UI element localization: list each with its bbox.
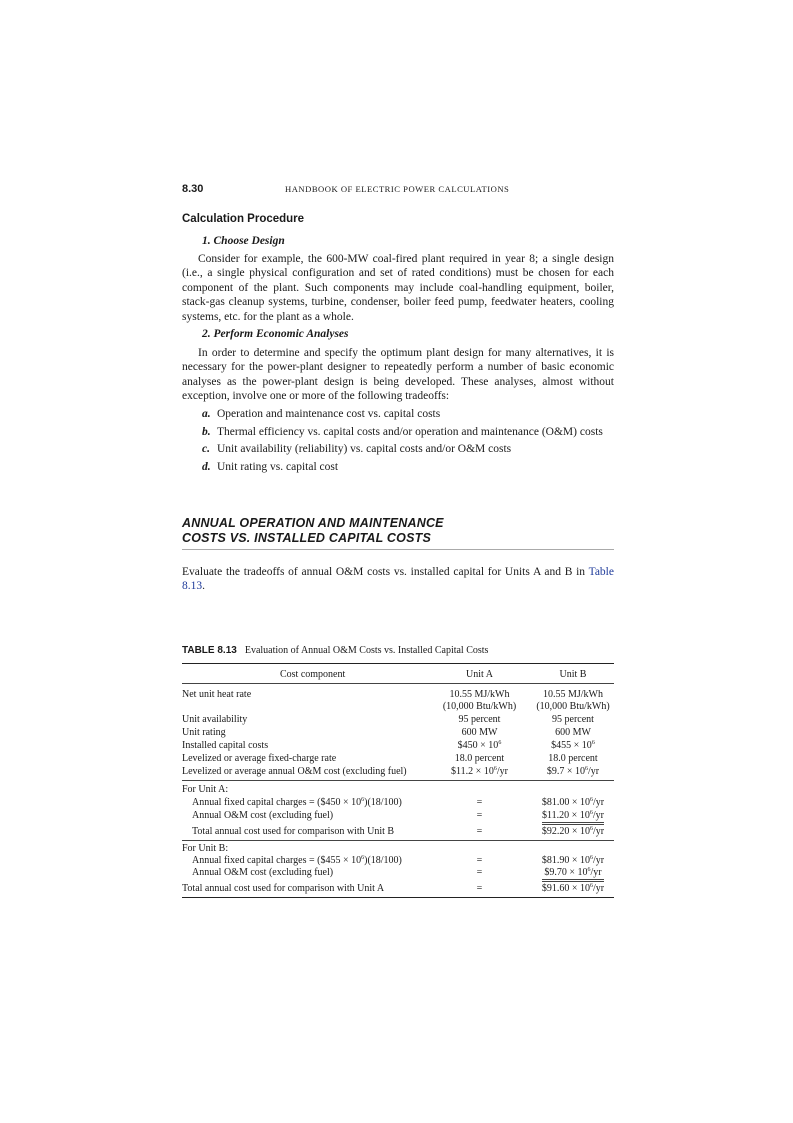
unit-a-total-eq: = [476,826,483,837]
exponent: 6 [590,826,594,832]
unit-a-om-label: Annual O&M cost (excluding fuel) [192,810,334,821]
rule-unit-a [182,780,614,781]
tradeoff-letter: b. [202,426,211,438]
unit-text: /yr [590,867,602,878]
table-bottom-rule [182,897,614,898]
label-text: )(18/100) [364,855,402,866]
step1-heading: 1. Choose Design [202,235,285,247]
tradeoff-text: Thermal efficiency vs. capital costs and/or operation and maintenance (O&M) costs [217,426,603,438]
value-text: $11.2 × 10 [451,766,494,777]
unit-text: /yr [593,855,605,866]
exponent: 6 [587,867,591,873]
unit-b-om-eq: = [476,867,483,878]
unit-b-om-value [532,867,614,879]
exponent: 6 [498,740,502,746]
unit-b-fixed-value [532,855,614,867]
row-heat-rate-a1: 10.55 MJ/kWh [449,689,510,700]
unit-b-fixed-label [192,855,402,867]
exponent: 6 [361,855,365,861]
value-text: $9.70 × 10 [544,867,588,878]
rule-unit-b [182,840,614,841]
unit-a-fixed-label [192,797,402,809]
step1-text: Consider for example, the 600-MW coal-fired plant required in year 8; a single design (i.e., a single physical configuration and set of rated conditions) must be chosen for each component of the plant. Such components may include coal-handling equipment, boiler, stack-gas cleanup systems, turbine, condenser, boiler feed pump, feedwater heaters, cooling systems, etc. for the plant as a whole. [182,253,614,323]
value-text: $81.90 × 10 [541,855,591,866]
unit-text: /yr [593,883,605,894]
tradeoff-letter: c. [202,443,210,455]
step2-text: In order to determine and specify the optimum plant design for many alternatives, it is necessary for the power-plant designer to repeatedly perform a number of basic economic analyses as the power-plant design is being developed. These analyses, almost without exception, involve one or more of the following tradeoffs: [182,347,614,403]
tradeoff-a [202,408,440,420]
row-capital-b [532,740,614,752]
row-rating-b: 600 MW [555,727,591,738]
unit-a-total-value [532,822,614,838]
row-fcr-b: 18.0 percent [548,753,598,764]
value-text: $81.00 × 10 [541,797,591,808]
value-text: $455 × 10 [551,740,592,751]
unit-b-om-label: Annual O&M cost (excluding fuel) [192,867,334,878]
unit-a-om-value [532,810,614,822]
value-text: $9.7 × 10 [546,766,586,777]
intro-paragraph [182,565,614,594]
row-om-a [437,766,522,778]
row-heat-rate-a2: (10,000 Btu/kWh) [442,701,517,712]
tradeoff-text: Unit availability (reliability) vs. capital costs and/or O&M costs [217,443,512,455]
label-text: Annual fixed capital charges = ($455 × 10 [192,855,362,866]
exponent: 6 [590,797,594,803]
unit-text: /yr [593,826,605,837]
step1-paragraph [182,252,614,324]
row-heat-rate-label: Net unit heat rate [182,689,252,700]
major-heading [182,516,614,550]
table-link[interactable]: Table 8.13 [182,566,614,593]
row-fcr-label: Levelized or average fixed-charge rate [182,753,337,764]
unit-text: /yr [592,810,604,821]
row-om-b [532,766,614,778]
row-rating-label: Unit rating [182,727,226,738]
col-header-component: Cost component [280,669,346,680]
unit-a-fixed-eq: = [476,797,483,808]
row-rating-a: 600 MW [461,727,498,738]
unit-a-total-label: Total annual cost used for comparison with Unit B [192,826,395,837]
intro-text: Evaluate the tradeoffs of annual O&M costs vs. installed capital for Units A and B in [182,566,589,578]
step2-paragraph [182,346,614,404]
row-capital-label: Installed capital costs [182,740,269,751]
tradeoff-d [202,461,338,473]
unit-b-total-value [532,879,614,895]
page-number: 8.30 [182,183,204,195]
value-text: $92.20 × 10 [541,826,591,837]
tradeoff-letter: a. [202,408,211,420]
book-title: HANDBOOK OF ELECTRIC POWER CALCULATIONS [285,184,510,194]
unit-a-om-eq: = [476,810,483,821]
exponent: 6 [361,797,365,803]
exponent: 6 [591,740,595,746]
total-figure [542,879,604,895]
exponent: 6 [590,883,594,889]
unit-text: /yr [496,766,508,777]
exponent: 6 [589,810,593,816]
row-om-label: Levelized or average annual O&M cost (excluding fuel) [182,766,407,777]
tradeoff-c [202,443,511,455]
col-header-unit-b: Unit B [559,669,587,680]
row-fcr-a: 18.0 percent [454,753,505,764]
exponent: 6 [493,766,497,772]
total-figure [542,822,604,838]
table-caption-text: Evaluation of Annual O&M Costs vs. Installed Capital Costs [244,645,489,656]
running-head [182,183,614,197]
value-text: $450 × 10 [457,740,499,751]
unit-b-total-eq: = [476,883,483,894]
row-availability-b: 95 percent [552,714,594,725]
table-top-rule [182,663,614,664]
tradeoff-b [202,426,603,438]
row-availability-a: 95 percent [458,714,501,725]
unit-a-fixed-value [532,797,614,809]
row-heat-rate-b1: 10.55 MJ/kWh [543,689,603,700]
tradeoff-letter: d. [202,461,211,473]
unit-b-total-label: Total annual cost used for comparison with Unit A [182,883,385,894]
exponent: 6 [585,766,589,772]
row-availability-label: Unit availability [182,714,248,725]
value-text: $11.20 × 10 [542,810,590,821]
label-text: )(18/100) [364,797,402,808]
tradeoff-text: Operation and maintenance cost vs. capital costs [217,408,441,420]
header-rule [182,683,614,684]
table-number: TABLE 8.13 [182,645,237,656]
tradeoff-text: Unit rating vs. capital cost [217,461,339,473]
row-heat-rate-b2: (10,000 Btu/kWh) [536,701,610,712]
label-text: Annual fixed capital charges = ($450 × 10 [192,797,362,808]
unit-text: /yr [593,797,605,808]
col-header-unit-a: Unit A [466,669,493,680]
major-heading-line2: COSTS VS. INSTALLED CAPITAL COSTS [182,531,431,545]
step2-heading: 2. Perform Economic Analyses [202,328,349,340]
unit-text: /yr [588,766,600,777]
table-caption [182,645,488,656]
exponent: 6 [590,855,594,861]
unit-b-heading: For Unit B: [182,843,229,854]
unit-a-heading: For Unit A: [182,784,229,795]
major-heading-line1: ANNUAL OPERATION AND MAINTENANCE [182,516,444,530]
section-heading: Calculation Procedure [182,213,305,225]
unit-b-fixed-eq: = [476,855,483,866]
intro-end: . [202,580,205,593]
value-text: $91.60 × 10 [541,883,591,894]
row-capital-a [437,740,522,752]
